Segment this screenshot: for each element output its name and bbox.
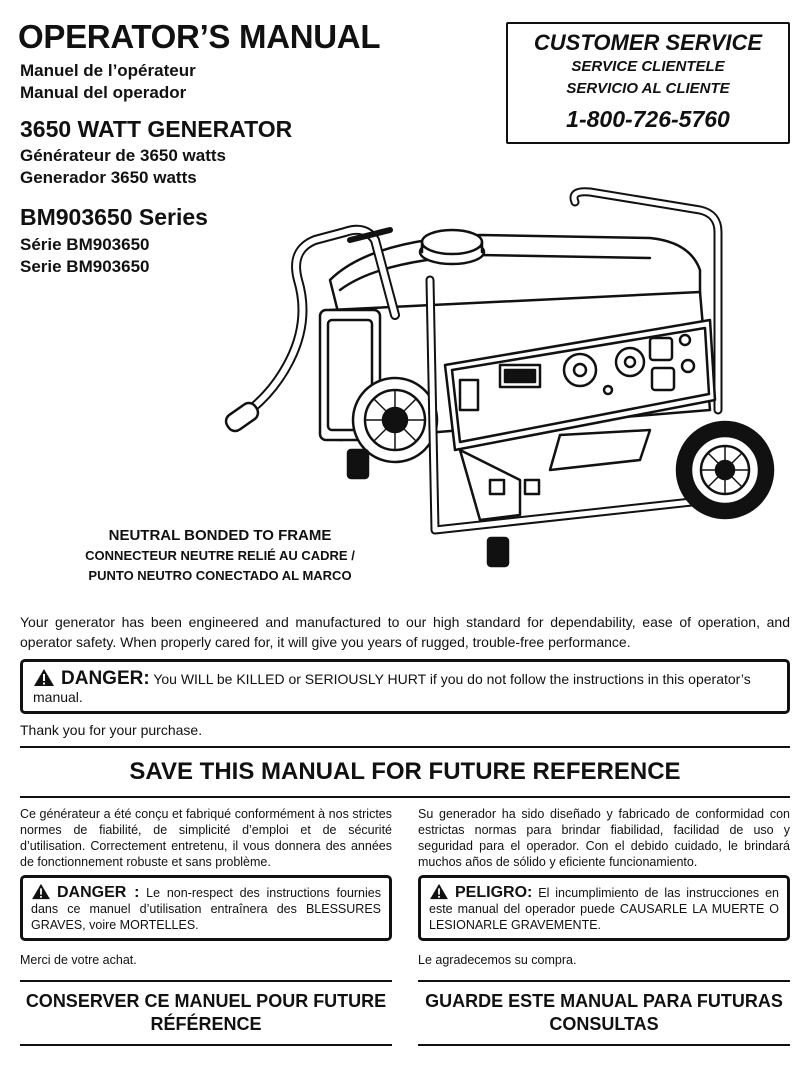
series-title: BM903650 Series (20, 204, 208, 230)
thanks-text: Thank you for your purchase. (20, 722, 203, 738)
danger-text: You WILL be KILLED or SERIOUSLY HURT if you do not follow the instructions in this operator’s manual. (33, 671, 751, 705)
product-title-es: Generador 3650 watts (20, 168, 197, 187)
warning-triangle-icon (31, 883, 51, 900)
manual-title: OPERATOR’S MANUAL (18, 18, 381, 55)
save-manual-banner: SAVE THIS MANUAL FOR FUTURE REFERENCE (129, 758, 681, 785)
manual-title-fr: Manuel de l’opérateur (20, 61, 196, 80)
product-title-fr: Générateur de 3650 watts (20, 146, 226, 165)
customer-service-title-fr: SERVICE CLIENTELE (571, 58, 725, 75)
warning-triangle-icon (33, 668, 55, 687)
divider (20, 746, 790, 748)
manual-title-es: Manual del operador (20, 83, 187, 102)
product-title: 3650 WATT GENERATOR (20, 116, 293, 142)
divider (20, 796, 790, 798)
neutral-note (20, 526, 420, 586)
divider (20, 1044, 392, 1046)
french-danger-text: Le non-respect des instructions fournies dans ce manuel d’utilisation entraînera des BLESSURES GRAVES, voire MORTELLES. (31, 886, 381, 932)
customer-service-box (506, 22, 790, 144)
spanish-thanks: Le agradecemos su compra. (418, 953, 577, 967)
spanish-danger-label: PELIGRO: (455, 884, 533, 901)
danger-label: DANGER: (61, 668, 150, 689)
spanish-keep-manual: GUARDE ESTE MANUAL PARA FUTURAS CONSULTAS (425, 991, 783, 1034)
customer-service-title-es: SERVICIO AL CLIENTE (566, 80, 730, 97)
spanish-danger-text: El incumplimiento de las instrucciones en este manual del operador puede CAUSARLE LA MUERTE O LESIONARLE GRAVEMENTE. (429, 886, 779, 932)
french-thanks: Merci de votre achat. (20, 953, 137, 967)
series-title-es: Serie BM903650 (20, 257, 150, 276)
intro-paragraph: Your generator has been engineered and manufactured to our high standard for dependability, ease of operation, and operator safety. When properly cared for, it will give you years of rugged, trouble-free performance. (20, 614, 790, 650)
divider (20, 980, 392, 982)
neutral-note-en: NEUTRAL BONDED TO FRAME (108, 527, 332, 544)
spanish-danger-box (418, 875, 790, 941)
series-title-fr: Série BM903650 (20, 235, 150, 254)
danger-box (20, 659, 790, 714)
customer-service-title: CUSTOMER SERVICE (533, 30, 763, 55)
warning-triangle-icon (429, 883, 449, 900)
french-keep-manual: CONSERVER CE MANUEL POUR FUTURE RÉFÉRENCE (25, 991, 387, 1034)
divider (418, 980, 790, 982)
french-intro: Ce générateur a été conçu et fabriqué conformément à nos strictes normes de fiabilité, de simplicité d’emploi et de sécurité d’utilisation. Correctement entretenu, il vous donnera des années de fonctionnement robuste et sans problème. (20, 807, 392, 869)
generator-illustration (220, 180, 790, 575)
neutral-note-es: PUNTO NEUTRO CONECTADO AL MARCO (88, 568, 352, 583)
french-danger-label: DANGER : (57, 884, 140, 901)
spanish-intro: Su generador ha sido diseñado y fabricado de conformidad con estrictas normas para brindar fiabilidad, facilidad de uso y seguridad para el operador. Con el debido cuidado, le brindará muchos años de sólido y eficiente funcionamiento. (418, 807, 790, 869)
french-danger-box (20, 875, 392, 941)
customer-service-phone[interactable]: 1-800-726-5760 (566, 106, 730, 132)
neutral-note-fr: CONNECTEUR NEUTRE RELIÉ AU CADRE / (85, 548, 355, 563)
divider (418, 1044, 790, 1046)
